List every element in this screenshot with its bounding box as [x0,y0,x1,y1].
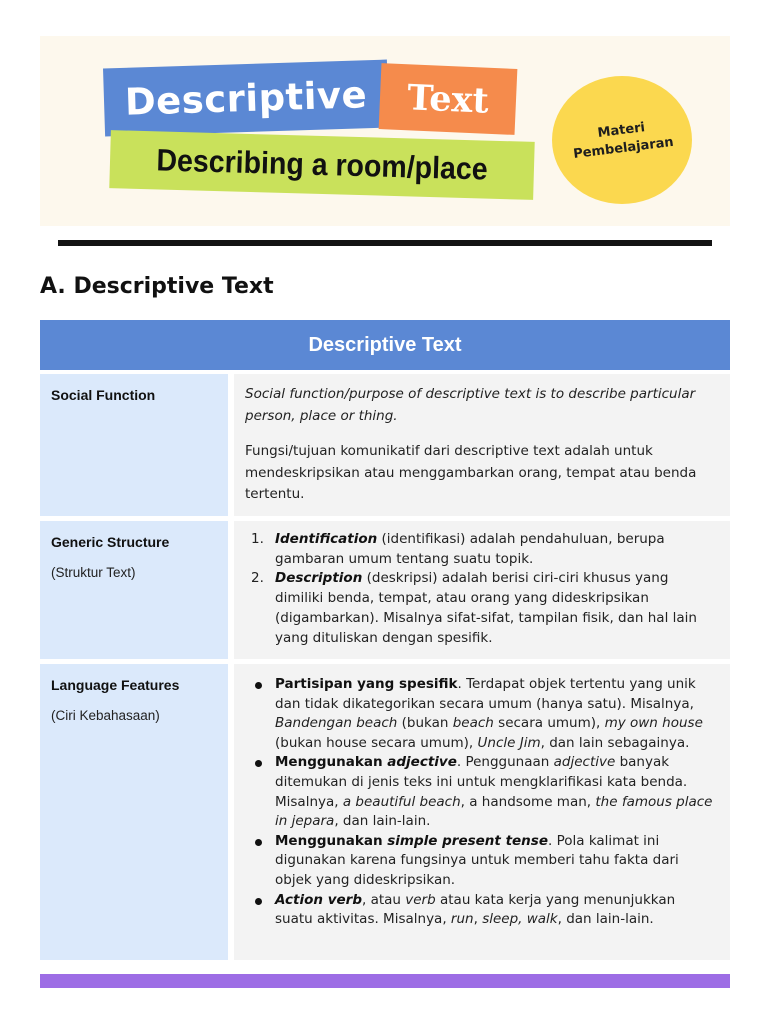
feature-text: (bukan [397,715,453,732]
example-text: my own house [604,715,703,732]
badge-line-2: Pembelajaran [572,134,675,163]
title-word-text: Text [406,76,490,122]
bullet-icon [255,760,262,767]
example-text: Uncle Jim [477,734,541,751]
table-header-title: Descriptive Text [308,333,462,356]
term-simple-present: simple present tense [387,832,548,849]
label-language-features: Language Features [51,677,180,693]
subtitle-band [109,130,534,200]
title-word-descriptive: Descriptive [124,72,368,124]
term-action-verb: Action verb [275,891,362,908]
badge-line-1: Materi [596,120,646,141]
feature-text: , dan lain-lain. [334,813,431,830]
feature-text: atau kata kerja yang menunjukkan suatu aktivitas. Misalnya, [275,891,676,928]
identification-text: (identifikasi) adalah pendahuluan, berupa gambaran umum tentang suatu topik. [275,531,665,567]
structure-list [245,530,716,648]
feature-text: , a handsome man, [460,793,596,810]
row-content-cell [234,374,730,516]
label-struktur-text: (Struktur Text) [51,565,136,580]
row-language-features [40,664,730,960]
description-text: (deskripsi) adalah berisi ciri-ciri khusus yang dimiliki benda, tempat, atau orang yang dideskripsikan (digambarkan). Misalnya sifat-sifat, tampilan fisik, dan hal lain yang dituliskan dengan spesifik. [275,570,697,646]
feature-text: . Terdapat objek tertentu yang unik dan tidak dikategorikan secara umum (hanya satu). Misalnya, [275,676,696,712]
term-description: Description [275,570,363,587]
example-text: run [450,911,474,928]
row-social-function [40,374,730,516]
feature-text: (bukan house secara umum), [275,734,478,751]
example-text: the famous place in jepara [275,793,713,830]
header-divider [58,240,712,246]
row-generic-structure [40,521,730,659]
feature-text: . Penggunaan [456,754,554,771]
list-item [245,753,716,831]
example-text: verb [405,891,436,908]
example-text: adjective [553,754,616,771]
social-function-english: Social function/purpose of descriptive text is to describe particular person, place or thing. [245,386,696,424]
term-menggunakan: Menggunakan [275,754,388,771]
row-label-cell [40,521,228,659]
table-header [40,320,730,370]
list-number: 2. [251,570,264,587]
list-item [245,832,716,891]
materi-badge [552,76,692,204]
list-item [245,891,716,930]
title-text-block [379,63,518,135]
example-text: beach [452,715,494,732]
feature-text: , dan lain sebagainya. [540,734,690,751]
list-number: 1. [251,531,264,547]
term-identification: Identification [275,531,378,547]
label-ciri-kebahasaan: (Ciri Kebahasaan) [51,708,160,723]
row-content-cell [234,521,730,659]
features-list [245,675,716,930]
example-text: sleep, walk [482,911,558,928]
example-text: a beautiful beach [342,793,461,810]
list-item [245,569,716,648]
label-social-function: Social Function [51,387,156,403]
subtitle: Describing a room/place [155,142,489,187]
term-partisipan: Partisipan yang spesifik [275,676,458,692]
section-heading: A. Descriptive Text [40,274,274,299]
feature-text: , [473,911,483,928]
bullet-icon [255,898,262,905]
row-label-cell [40,374,228,516]
feature-text: . Pola kalimat ini digunakan karena fungsinya untuk memberi tahu fakta dari objek yang dideskripsikan. [275,832,679,888]
bullet-icon [255,682,262,689]
feature-text: , atau [361,891,406,908]
badge-text [570,116,675,164]
bullet-icon [255,839,262,846]
term-adjective: adjective [387,754,457,771]
footer-bar [40,974,730,988]
list-item [245,675,716,753]
term-menggunakan: Menggunakan [275,832,388,849]
example-text: Bandengan beach [275,715,398,732]
list-item [245,530,716,569]
feature-text: , dan lain-lain. [557,911,654,928]
title-descriptive-block [103,60,389,137]
feature-text: banyak ditemukan di jenis teks ini untuk mengklarifikasi kata benda. Misalnya, [275,754,688,810]
social-function-indonesian: Fungsi/tujuan komunikatif dari descriptive text adalah untuk mendeskripsikan atau menggambarkan orang, tempat atau benda tertentu. [245,443,697,502]
feature-text: secara umum), [493,715,605,732]
row-content-cell [234,664,730,960]
label-generic-structure: Generic Structure [51,534,170,550]
row-label-cell [40,664,228,960]
